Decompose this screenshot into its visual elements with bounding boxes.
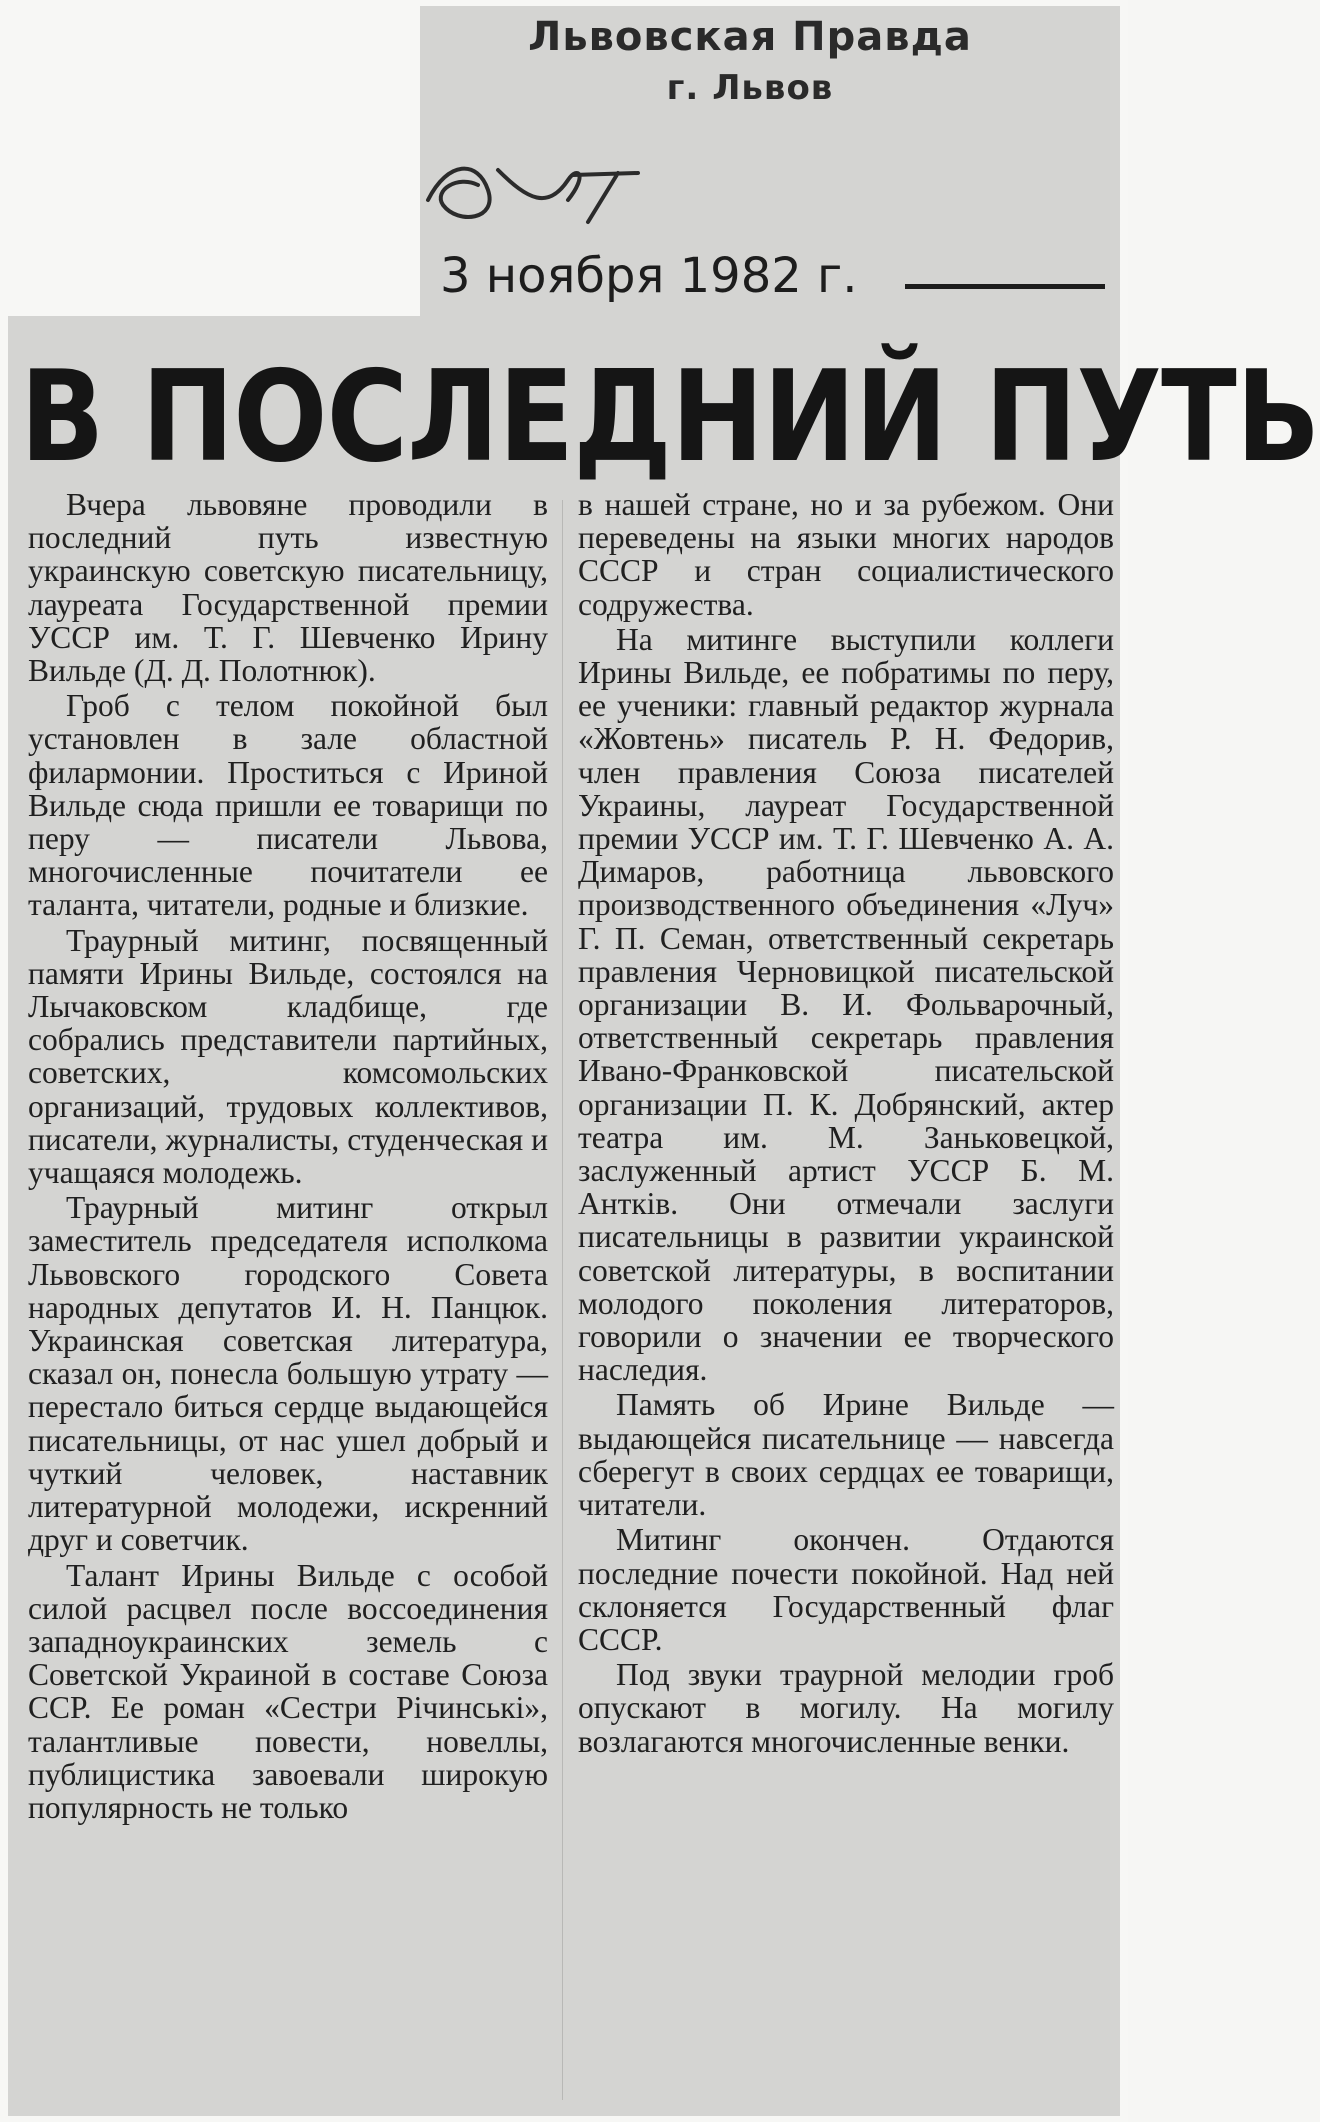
paragraph: Траурный митинг открыл заместитель председателя исполкома Львовского городского Совета народных депутатов И. Н. Панцюк. Украинская советская литература, сказал он, понесла большую утрату — перестало биться сердце выдающейся писательницы, от нас ушел добрый и чуткий человек, наставник литературной молодежи, искренний друг и советчик.	[28, 1190, 548, 1558]
stamp-newspaper-name: Львовская Правда	[528, 14, 972, 60]
paragraph: Под звуки траурной мелодии гроб опускают в могилу. На могилу возлагаются многочисленные венки.	[578, 1657, 1114, 1759]
publication-date: 3 ноября 1982 г.	[440, 248, 858, 304]
paragraph: На митинге выступили коллеги Ирины Вильде, ее побратимы по перу, ее ученики: главный редактор журнала «Жовтень» писатель Р. Н. Федорив, член правления Союза писателей Украины, лауреат Государственной премии УССР им. Т. Г. Шевченко А. А. Димаров, работница львовского производственного объединения «Луч» Г. П. Семан, ответственный секретарь правления Черновицкой писательской организации В. И. Фольварочный, ответственный секретарь правления Ивано-Франковской писательской организации П. К. Добрянский, актер театра им. М. Заньковецкой, заслуженный артист УССР Б. М. Антків. Они отмечали заслуги писательницы в развитии украинской советской литературы, в воспитании молодого поколения литераторов, говорили о значении ее творческого наследия.	[578, 621, 1114, 1388]
paragraph: Вчера львовяне проводили в последний путь известную украинскую советскую писательницу, лауреата Государственной премии УССР им. Т. Г. Шевченко Ирину Вильде (Д. Д. Полотнюк).	[28, 487, 548, 689]
handwritten-number	[418, 140, 658, 230]
paragraph: Гроб с телом покойной был установлен в зале областной филармонии. Проститься с Ириной Вильде сюда пришли ее товарищи по перу — писатели Львова, многочисленные почитатели ее таланта, читатели, родные и близкие.	[28, 688, 548, 923]
stamp-city: г. Львов	[666, 68, 834, 108]
article-headline: В ПОСЛЕДНИЙ ПУТЬ	[20, 343, 1320, 490]
article-column-left	[28, 488, 548, 1826]
paragraph: Траурный митинг, посвященный памяти Ирины Вильде, состоялся на Лычаковском кладбище, где собрались представители партийных, советских, комсомольских организаций, трудовых коллективов, писатели, журналисты, студенческая и учащаяся молодежь.	[28, 922, 548, 1191]
article-column-right	[578, 488, 1114, 1760]
paragraph: Митинг окончен. Отдаются последние почести покойной. Над ней склоняется Государственный флаг СССР.	[578, 1522, 1114, 1657]
newspaper-stamp	[500, 12, 1000, 110]
date-rule	[905, 284, 1105, 289]
paragraph: Память об Ирине Вильде — выдающейся писательнице — навсегда сберегут в своих сердцах ее товарищи, читатели.	[578, 1387, 1114, 1523]
paragraph: в нашей стране, но и за рубежом. Они переведены на языки многих народов СССР и стран социалистического содружества.	[578, 487, 1114, 622]
paragraph: Талант Ирины Вильде с особой силой расцвел после воссоединения западноукраинских земель с Советской Украиной в составе Союза ССР. Ее роман «Сестри Річинські», талантливые повести, новеллы, публицистика завоевали широкую популярность не только	[28, 1557, 548, 1825]
column-divider	[562, 500, 563, 2100]
